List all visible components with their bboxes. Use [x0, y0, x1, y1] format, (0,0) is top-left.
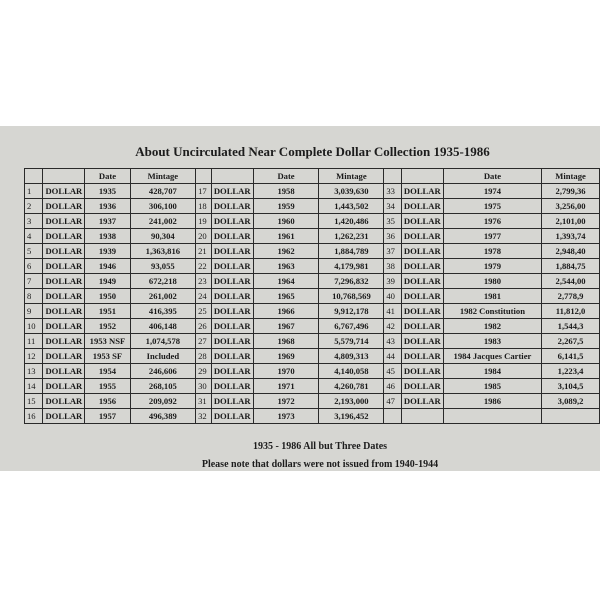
- table-row: [25, 244, 600, 259]
- coin-type: DOLLAR: [211, 244, 253, 259]
- coin-date: 1968: [253, 334, 319, 349]
- coin-mintage: 2,799,36: [542, 184, 600, 199]
- row-number: 27: [196, 334, 212, 349]
- coin-mintage: 496,389: [130, 409, 195, 424]
- row-number: [384, 409, 402, 424]
- coin-mintage: 1,393,74: [542, 229, 600, 244]
- coin-date: 1958: [253, 184, 319, 199]
- row-number: 21: [196, 244, 212, 259]
- coin-date: 1937: [85, 214, 130, 229]
- coin-type: DOLLAR: [401, 274, 443, 289]
- row-number: 40: [384, 289, 402, 304]
- row-number: 31: [196, 394, 212, 409]
- row-number: 12: [25, 349, 43, 364]
- coin-date: 1981: [443, 289, 541, 304]
- row-number: 35: [384, 214, 402, 229]
- coin-type: DOLLAR: [401, 259, 443, 274]
- row-number: 32: [196, 409, 212, 424]
- coin-mintage: 1,443,502: [319, 199, 384, 214]
- coin-date: 1972: [253, 394, 319, 409]
- coin-mintage: 268,105: [130, 379, 195, 394]
- header-mintage-3: Mintage: [542, 169, 600, 184]
- row-number: 45: [384, 364, 402, 379]
- coin-type: DOLLAR: [211, 184, 253, 199]
- row-number: 2: [25, 199, 43, 214]
- header-type-2: [211, 169, 253, 184]
- coin-mintage: 2,193,000: [319, 394, 384, 409]
- table-row: [25, 229, 600, 244]
- coin-mintage: 406,148: [130, 319, 195, 334]
- coin-type: DOLLAR: [401, 364, 443, 379]
- coin-mintage: 672,218: [130, 274, 195, 289]
- coin-date: 1962: [253, 244, 319, 259]
- row-number: 11: [25, 334, 43, 349]
- coin-type: DOLLAR: [43, 334, 85, 349]
- coin-date: 1977: [443, 229, 541, 244]
- coin-type: DOLLAR: [401, 199, 443, 214]
- coin-type: DOLLAR: [43, 289, 85, 304]
- table-body: [25, 184, 600, 424]
- row-number: 20: [196, 229, 212, 244]
- row-number: 18: [196, 199, 212, 214]
- coin-mintage: 261,002: [130, 289, 195, 304]
- coin-date: 1951: [85, 304, 130, 319]
- coin-mintage: 416,395: [130, 304, 195, 319]
- table-row: [25, 364, 600, 379]
- coin-date: 1956: [85, 394, 130, 409]
- coin-mintage: 93,055: [130, 259, 195, 274]
- coin-mintage: 2,778,9: [542, 289, 600, 304]
- coin-type: [401, 409, 443, 424]
- coin-type: DOLLAR: [401, 334, 443, 349]
- table-row: [25, 409, 600, 424]
- coin-date: 1959: [253, 199, 319, 214]
- coin-date: 1957: [85, 409, 130, 424]
- coin-type: DOLLAR: [401, 304, 443, 319]
- coin-date: 1985: [443, 379, 541, 394]
- coin-date: 1975: [443, 199, 541, 214]
- coin-mintage: [542, 409, 600, 424]
- coin-type: DOLLAR: [211, 274, 253, 289]
- header-date-2: Date: [253, 169, 319, 184]
- coin-date: 1971: [253, 379, 319, 394]
- coin-date: 1946: [85, 259, 130, 274]
- header-num-2: [196, 169, 212, 184]
- table-row: [25, 184, 600, 199]
- coin-mintage: 11,812,0: [542, 304, 600, 319]
- coin-type: DOLLAR: [401, 349, 443, 364]
- row-number: 10: [25, 319, 43, 334]
- header-num-3: [384, 169, 402, 184]
- coin-date: 1970: [253, 364, 319, 379]
- coin-type: DOLLAR: [43, 274, 85, 289]
- coin-date: 1979: [443, 259, 541, 274]
- coin-type: DOLLAR: [401, 244, 443, 259]
- coin-type: DOLLAR: [401, 394, 443, 409]
- coin-type: DOLLAR: [43, 349, 85, 364]
- table-header-row: [25, 169, 600, 184]
- coin-date: 1964: [253, 274, 319, 289]
- row-number: 3: [25, 214, 43, 229]
- coin-mintage: 241,002: [130, 214, 195, 229]
- row-number: 26: [196, 319, 212, 334]
- coin-mintage: 4,809,313: [319, 349, 384, 364]
- row-number: 47: [384, 394, 402, 409]
- coin-mintage: 2,267,5: [542, 334, 600, 349]
- coin-mintage: 2,948,40: [542, 244, 600, 259]
- coin-date: 1960: [253, 214, 319, 229]
- table-row: [25, 304, 600, 319]
- coin-date: 1969: [253, 349, 319, 364]
- coin-mintage: 3,089,2: [542, 394, 600, 409]
- header-num-1: [25, 169, 43, 184]
- row-number: 1: [25, 184, 43, 199]
- coin-mintage: Included: [130, 349, 195, 364]
- coin-type: DOLLAR: [401, 379, 443, 394]
- coin-mintage: 90,304: [130, 229, 195, 244]
- mintage-table: [24, 168, 600, 424]
- coin-mintage: 306,100: [130, 199, 195, 214]
- row-number: 43: [384, 334, 402, 349]
- coin-date: 1976: [443, 214, 541, 229]
- row-number: 6: [25, 259, 43, 274]
- row-number: 19: [196, 214, 212, 229]
- header-mintage-2: Mintage: [319, 169, 384, 184]
- table-row: [25, 199, 600, 214]
- coin-mintage: 1,074,578: [130, 334, 195, 349]
- table-row: [25, 319, 600, 334]
- coin-type: DOLLAR: [43, 304, 85, 319]
- coin-date: 1938: [85, 229, 130, 244]
- row-number: 8: [25, 289, 43, 304]
- coin-type: DOLLAR: [43, 199, 85, 214]
- table-row: [25, 214, 600, 229]
- coin-type: DOLLAR: [211, 259, 253, 274]
- document-title: About Uncirculated Near Complete Dollar Collection 1935-1986: [135, 144, 490, 159]
- coin-mintage: 10,768,569: [319, 289, 384, 304]
- coin-mintage: 2,101,00: [542, 214, 600, 229]
- coin-type: DOLLAR: [43, 259, 85, 274]
- table-row: [25, 289, 600, 304]
- coin-mintage: 4,179,981: [319, 259, 384, 274]
- row-number: 39: [384, 274, 402, 289]
- row-number: 17: [196, 184, 212, 199]
- coin-mintage: 3,039,630: [319, 184, 384, 199]
- coin-type: DOLLAR: [43, 229, 85, 244]
- coin-mintage: 246,606: [130, 364, 195, 379]
- row-number: 36: [384, 229, 402, 244]
- row-number: 42: [384, 319, 402, 334]
- coin-type: DOLLAR: [43, 319, 85, 334]
- coin-date: 1950: [85, 289, 130, 304]
- coin-date: 1982: [443, 319, 541, 334]
- coin-mintage: 7,296,832: [319, 274, 384, 289]
- row-number: 24: [196, 289, 212, 304]
- coin-mintage: 4,260,781: [319, 379, 384, 394]
- coin-mintage: 6,767,496: [319, 319, 384, 334]
- coin-mintage: 1,420,486: [319, 214, 384, 229]
- row-number: 13: [25, 364, 43, 379]
- coin-date: 1973: [253, 409, 319, 424]
- table-row: [25, 334, 600, 349]
- coin-mintage: 9,912,178: [319, 304, 384, 319]
- row-number: 14: [25, 379, 43, 394]
- coin-type: DOLLAR: [401, 319, 443, 334]
- coin-type: DOLLAR: [211, 379, 253, 394]
- coin-type: DOLLAR: [211, 349, 253, 364]
- row-number: 30: [196, 379, 212, 394]
- coin-date: 1939: [85, 244, 130, 259]
- coin-mintage: 1,884,75: [542, 259, 600, 274]
- coin-type: DOLLAR: [211, 199, 253, 214]
- coin-type: DOLLAR: [211, 334, 253, 349]
- coin-type: DOLLAR: [211, 214, 253, 229]
- row-number: 28: [196, 349, 212, 364]
- coin-type: DOLLAR: [211, 319, 253, 334]
- coin-date: 1935: [85, 184, 130, 199]
- coin-mintage: 2,544,00: [542, 274, 600, 289]
- coin-date: 1980: [443, 274, 541, 289]
- coin-mintage: 209,092: [130, 394, 195, 409]
- coin-date: 1983: [443, 334, 541, 349]
- coin-type: DOLLAR: [401, 289, 443, 304]
- coin-date: 1965: [253, 289, 319, 304]
- table-row: [25, 274, 600, 289]
- coin-type: DOLLAR: [211, 364, 253, 379]
- coin-mintage: 1,884,789: [319, 244, 384, 259]
- table-row: [25, 379, 600, 394]
- coin-date: 1949: [85, 274, 130, 289]
- table-row: [25, 349, 600, 364]
- coin-type: DOLLAR: [43, 394, 85, 409]
- footer-note-gap: Please note that dollars were not issued from 1940-1944: [201, 459, 439, 470]
- coin-date: 1936: [85, 199, 130, 214]
- table-row: [25, 259, 600, 274]
- row-number: 41: [384, 304, 402, 319]
- coin-date: 1984 Jacques Cartier: [443, 349, 541, 364]
- row-number: 25: [196, 304, 212, 319]
- row-number: 7: [25, 274, 43, 289]
- row-number: 38: [384, 259, 402, 274]
- coin-type: DOLLAR: [211, 394, 253, 409]
- coin-date: 1963: [253, 259, 319, 274]
- coin-type: DOLLAR: [43, 244, 85, 259]
- row-number: 9: [25, 304, 43, 319]
- coin-date: 1974: [443, 184, 541, 199]
- coin-date: 1978: [443, 244, 541, 259]
- row-number: 29: [196, 364, 212, 379]
- coin-type: DOLLAR: [43, 379, 85, 394]
- coin-date: 1952: [85, 319, 130, 334]
- header-type-1: [43, 169, 85, 184]
- header-date-3: Date: [443, 169, 541, 184]
- coin-date: 1986: [443, 394, 541, 409]
- header-date-1: Date: [85, 169, 130, 184]
- header-mintage-1: Mintage: [130, 169, 195, 184]
- row-number: 34: [384, 199, 402, 214]
- coin-date: [443, 409, 541, 424]
- coin-date: 1967: [253, 319, 319, 334]
- coin-mintage: 1,363,816: [130, 244, 195, 259]
- document-sheet: [0, 126, 600, 471]
- coin-date: 1982 Constitution: [443, 304, 541, 319]
- coin-type: DOLLAR: [43, 214, 85, 229]
- row-number: 37: [384, 244, 402, 259]
- coin-type: DOLLAR: [43, 184, 85, 199]
- header-type-3: [401, 169, 443, 184]
- coin-mintage: 4,140,058: [319, 364, 384, 379]
- row-number: 22: [196, 259, 212, 274]
- coin-type: DOLLAR: [401, 184, 443, 199]
- row-number: 33: [384, 184, 402, 199]
- coin-type: DOLLAR: [43, 409, 85, 424]
- coin-mintage: 1,544,3: [542, 319, 600, 334]
- coin-type: DOLLAR: [401, 214, 443, 229]
- coin-mintage: 6,141,5: [542, 349, 600, 364]
- coin-mintage: 3,196,452: [319, 409, 384, 424]
- row-number: 44: [384, 349, 402, 364]
- coin-date: 1954: [85, 364, 130, 379]
- footer-note-dates: 1935 - 1986 All but Three Dates: [252, 441, 388, 452]
- coin-date: 1966: [253, 304, 319, 319]
- coin-type: DOLLAR: [43, 364, 85, 379]
- coin-mintage: 1,262,231: [319, 229, 384, 244]
- coin-date: 1984: [443, 364, 541, 379]
- coin-mintage: 3,104,5: [542, 379, 600, 394]
- coin-mintage: 428,707: [130, 184, 195, 199]
- coin-type: DOLLAR: [211, 304, 253, 319]
- row-number: 46: [384, 379, 402, 394]
- coin-type: DOLLAR: [211, 289, 253, 304]
- table-row: [25, 394, 600, 409]
- row-number: 23: [196, 274, 212, 289]
- coin-mintage: 3,256,00: [542, 199, 600, 214]
- row-number: 16: [25, 409, 43, 424]
- coin-mintage: 1,223,4: [542, 364, 600, 379]
- row-number: 4: [25, 229, 43, 244]
- coin-mintage: 5,579,714: [319, 334, 384, 349]
- coin-type: DOLLAR: [211, 229, 253, 244]
- coin-date: 1953 NSF: [85, 334, 130, 349]
- coin-type: DOLLAR: [401, 229, 443, 244]
- coin-date: 1953 SF: [85, 349, 130, 364]
- row-number: 15: [25, 394, 43, 409]
- coin-date: 1961: [253, 229, 319, 244]
- coin-type: DOLLAR: [211, 409, 253, 424]
- coin-date: 1955: [85, 379, 130, 394]
- row-number: 5: [25, 244, 43, 259]
